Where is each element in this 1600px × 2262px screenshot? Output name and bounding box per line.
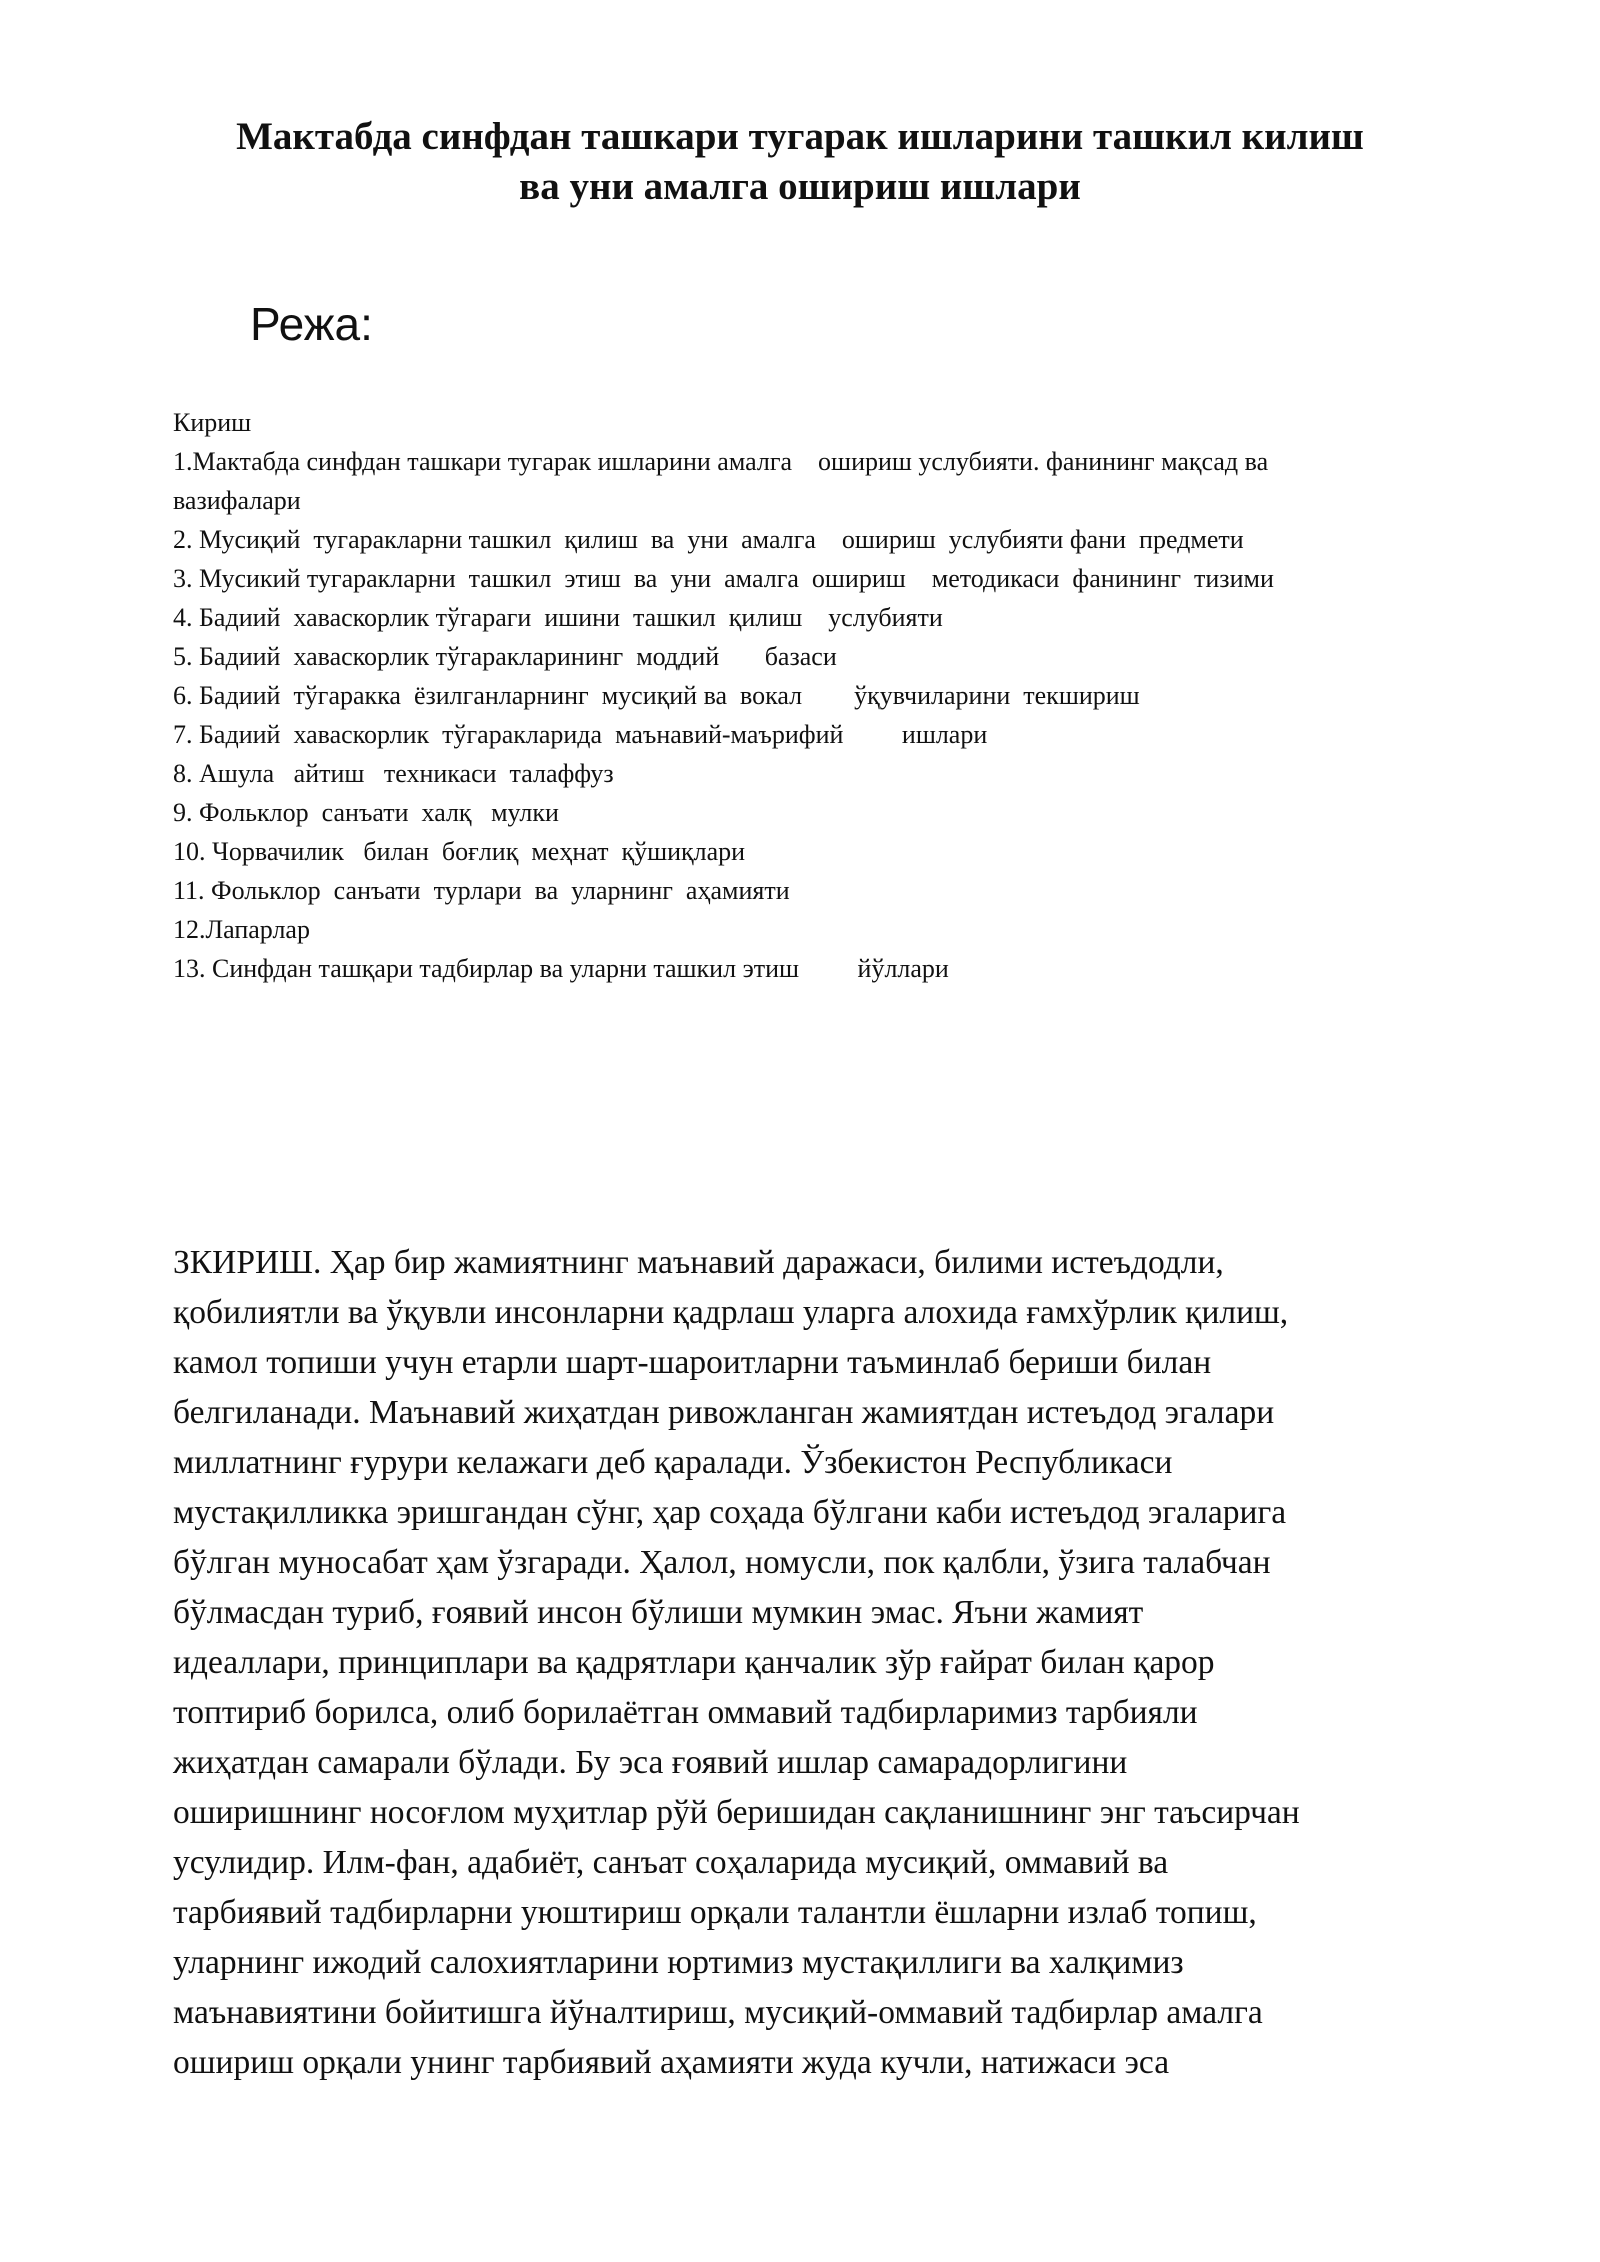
plan-item: вазифалари — [173, 486, 301, 515]
paragraph-line: жиҳатдан самарали бўлади. Бу эса ғоявий ишлар самарадорлигини — [173, 1744, 1128, 1781]
paragraph-line: белгиланади. Маънавий жиҳатдан ривожланган жамиятдан истеъдод эгалари — [173, 1394, 1275, 1431]
paragraph-line: камол топиши учун етарли шарт-шароитларни таъминлаб бериши билан — [173, 1344, 1212, 1381]
intro-paragraph — [173, 1238, 1473, 2088]
plan-item: 10. Чорвачилик билан боғлиқ меҳнат қўшиқлари — [173, 837, 746, 866]
paragraph-line: бўлган муносабат ҳам ўзгаради. Ҳалол, номусли, пок қалбли, ўзига талабчан — [173, 1544, 1271, 1581]
paragraph-line: миллатнинг ғурури келажаги деб қаралади. Ўзбекистон Республикаси — [173, 1444, 1173, 1481]
title-line: Мактабда синфдан ташкари тугарак ишларини ташкил килиш — [236, 115, 1364, 158]
paragraph-line: бўлмасдан туриб, ғоявий инсон бўлиши мумкин эмас. Яъни жамият — [173, 1594, 1144, 1631]
paragraph-line: мустақилликка эришгандан сўнг, ҳар соҳада бўлгани каби истеъдод эгаларига — [173, 1494, 1287, 1531]
plan-item: 11. Фольклор санъати турлари ва уларнинг аҳамияти — [173, 876, 790, 905]
document-title — [120, 112, 1480, 212]
paragraph-line: қобилиятли ва ўқувли инсонларни қадрлаш уларга алохида ғамхўрлик қилиш, — [173, 1294, 1289, 1331]
paragraph-line: маънавиятини бойитишга йўналтириш, мусиқий-оммавий тадбирлар амалга — [173, 1994, 1263, 2031]
paragraph-line: ЗКИРИШ. Ҳар бир жамиятнинг маънавий даражаси, билими истеъдодли, — [173, 1244, 1224, 1281]
plan-item: 3. Мусикий тугаракларни ташкил этиш ва уни амалга ошириш методикаси фанининг тизими — [173, 564, 1274, 593]
plan-item: 1.Мактабда синфдан ташкари тугарак ишларини амалга ошириш услубияти. фанининг мақсад ва — [173, 447, 1269, 476]
paragraph-line: топтириб борилса, олиб борилаётган оммавий тадбирларимиз тарбияли — [173, 1694, 1198, 1731]
paragraph-line: тарбиявий тадбирларни уюштириш орқали талантли ёшларни излаб топиш, — [173, 1894, 1257, 1931]
plan-heading: Режа: — [250, 298, 373, 350]
plan-item: 8. Ашула айтиш техникаси талаффуз — [173, 759, 614, 788]
plan-item: 7. Бадиий хаваскорлик тўгаракларида маънавий-маърифий ишлари — [173, 720, 988, 749]
paragraph-line: идеаллари, принциплари ва қадрятлари қанчалик зўр ғайрат билан қарор — [173, 1644, 1215, 1681]
plan-item: 13. Синфдан ташқари тадбирлар ва уларни ташкил этиш йўллари — [173, 954, 949, 983]
plan-item: 6. Бадиий тўгаракка ёзилганларнинг мусиқий ва вокал ўқувчиларини текшириш — [173, 681, 1140, 710]
paragraph-line: уларнинг ижодий салохиятларини юртимиз мустақиллиги ва халқимиз — [173, 1944, 1184, 1981]
plan-item: 12.Лапарлар — [173, 915, 310, 944]
plan-list — [173, 403, 1473, 988]
paragraph-line: усулидир. Илм-фан, адабиёт, санъат соҳаларида мусиқий, оммавий ва — [173, 1844, 1169, 1881]
paragraph-line: ошириш орқали унинг тарбиявий аҳамияти жуда кучли, натижаси эса — [173, 2044, 1170, 2081]
plan-item: 5. Бадиий хаваскорлик тўгаракларининг моддий базаси — [173, 642, 837, 671]
plan-item: 2. Мусиқий тугаракларни ташкил қилиш ва уни амалга ошириш услубияти фани предмети — [173, 525, 1244, 554]
plan-item: 9. Фольклор санъати халқ мулки — [173, 798, 559, 827]
paragraph-line: оширишнинг носоғлом муҳитлар рўй беришидан сақланишнинг энг таъсирчан — [173, 1794, 1300, 1831]
plan-item: 4. Бадиий хаваскорлик тўгараги ишини ташкил қилиш услубияти — [173, 603, 943, 632]
plan-item: Кириш — [173, 408, 252, 437]
title-line: ва уни амалга ошириш ишлари — [519, 165, 1081, 208]
